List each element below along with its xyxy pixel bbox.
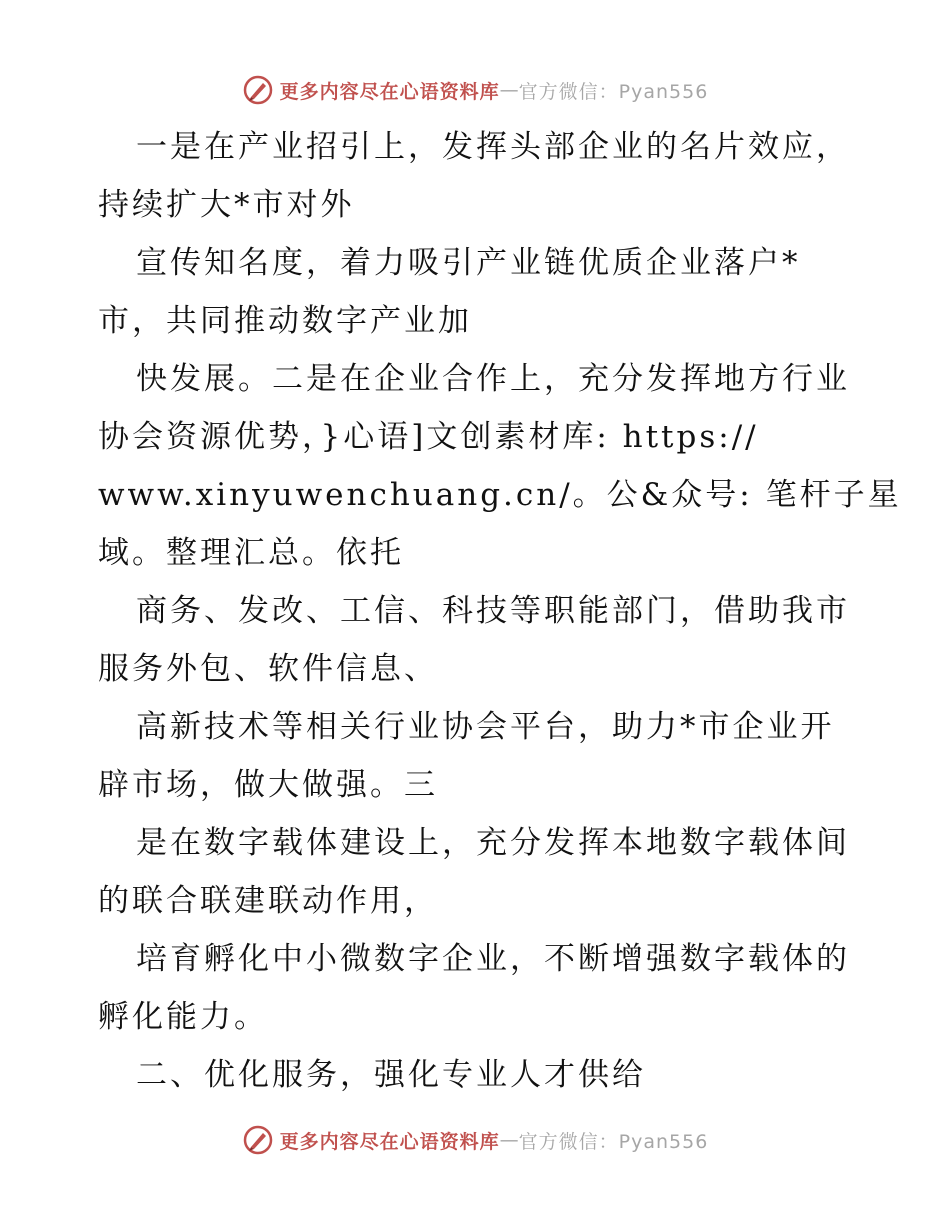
text-line: 的联合联建联动作用，	[98, 883, 438, 919]
text-line: 服务外包、软件信息、	[98, 651, 438, 687]
text-line: 辟市场，做大做强。三	[98, 767, 438, 803]
footer-wechat-text: 官方微信：Pyan556	[518, 1130, 709, 1153]
text-line: 孵化能力。	[98, 999, 268, 1035]
pen-logo-icon	[242, 74, 274, 106]
text-line: 快发展。二是在企业合作上，充分发挥地方行业	[136, 361, 850, 397]
footer-banner-text: 更多内容尽在心语资料库	[279, 1130, 500, 1153]
text-line: 持续扩大*市对外	[98, 187, 355, 223]
footer-banner	[0, 1120, 950, 1160]
header-wechat-text: 官方微信：Pyan556	[518, 80, 709, 103]
header-banner-text: 更多内容尽在心语资料库	[279, 80, 500, 103]
text-line: 市，共同推动数字产业加	[98, 303, 472, 339]
text-line: 是在数字载体建设上，充分发挥本地数字载体间	[136, 825, 850, 861]
pen-logo-icon	[242, 1124, 274, 1156]
text-line: 商务、发改、工信、科技等职能部门，借助我市	[136, 593, 850, 629]
header-banner-dash: —	[499, 79, 519, 101]
text-line: 一是在产业招引上，发挥头部企业的名片效应，	[136, 129, 850, 165]
footer-banner-dash: —	[499, 1129, 519, 1151]
document-body	[98, 118, 902, 1104]
section-heading: 二、优化服务，强化专业人才供给	[136, 1057, 646, 1093]
text-line: www.xinyuwenchuang.cn/。公&众号: 笔杆子星	[98, 477, 902, 513]
text-line: 宣传知名度，着力吸引产业链优质企业落户*	[136, 245, 801, 281]
text-line: 培育孵化中小微数字企业，不断增强数字载体的	[136, 941, 850, 977]
text-line: 协会资源优势，}心语]文创素材库: https://	[98, 419, 759, 455]
header-banner	[0, 70, 950, 110]
text-line: 高新技术等相关行业协会平台，助力*市企业开	[136, 709, 835, 745]
text-line: 域。整理汇总。依托	[98, 535, 404, 571]
